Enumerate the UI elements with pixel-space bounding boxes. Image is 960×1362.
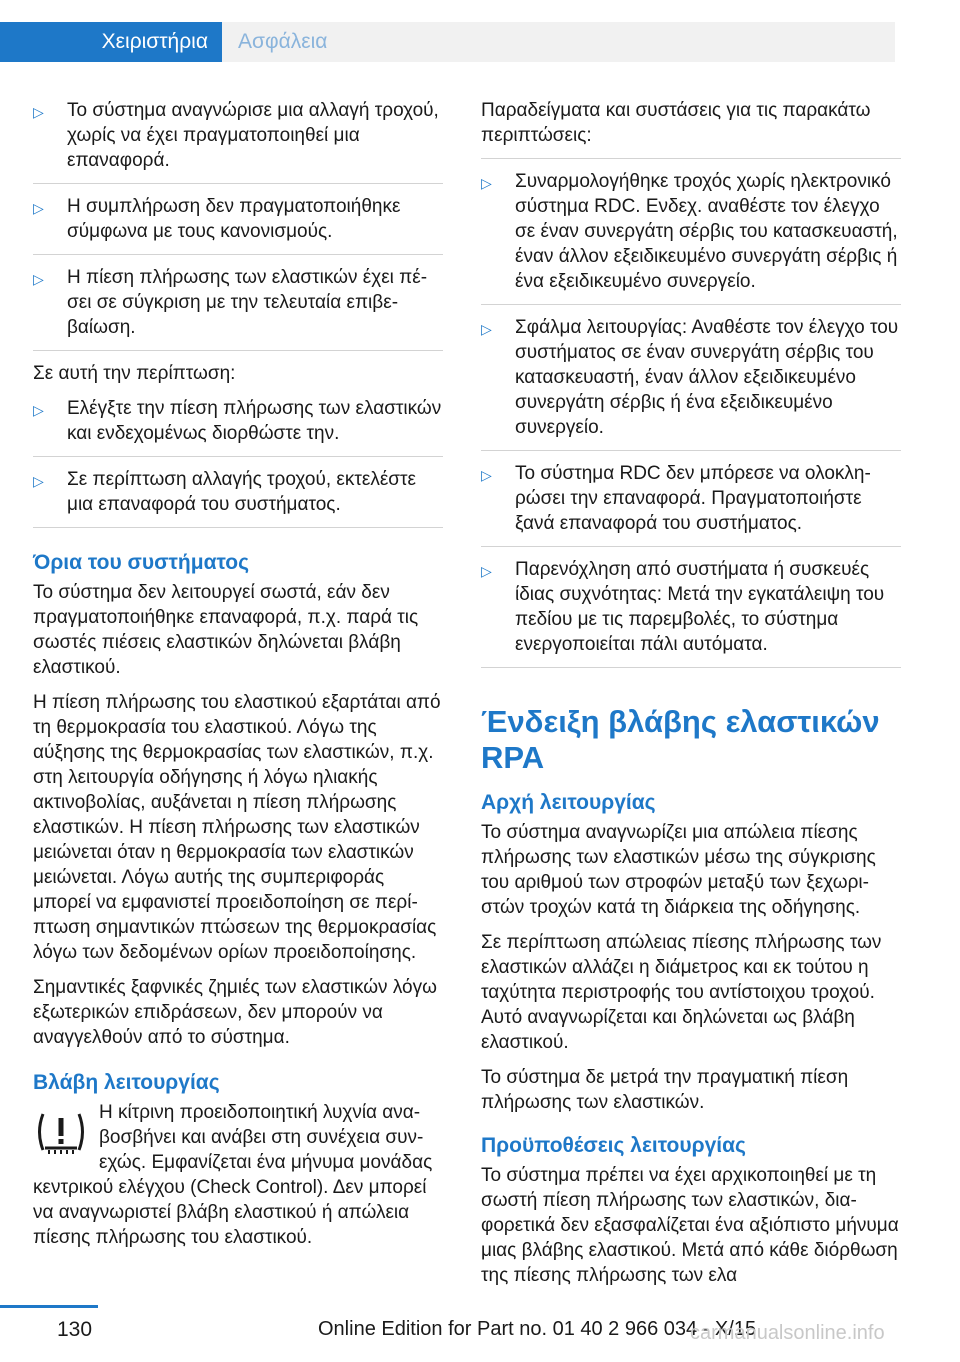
watermark: carmanualsonline.info [690,1322,885,1344]
case-text: Σε αυτή την περίπτωση: [33,363,236,384]
fault-heading: Βλάβη λειτουργίας [33,1071,220,1094]
reset-conditions-list [33,98,443,351]
right-column [481,98,901,1298]
triangle-bullet-icon: ▷ [481,563,492,579]
list-item [33,467,443,528]
principle-paragraph-3: Το σύστημα δε μετρά την πραγματική πίεση πλήρωσης των ελαστικών. [481,1067,849,1113]
principle-heading: Αρχή λειτουργίας [481,791,656,814]
triangle-bullet-icon: ▷ [481,175,492,191]
triangle-bullet-icon: ▷ [33,271,44,287]
list-item [481,461,901,547]
limits-heading: Όρια του συστήματος [33,551,250,574]
left-column [33,98,443,1250]
prereq-paragraph-1: Το σύστημα πρέπει να έχει αρχικοποιηθεί με τη σωστή πίεση πλήρωσης των ελαστικών, διαφορετικά δεν εξασφαλίζεται ένα αξιόπιστο μήνυμα μιας βλάβης ελαστικού. Μετά από κάθε διόρθωση της πίεσης πλήρωσης των ελα [481,1165,899,1286]
tab-controls[interactable]: Χειριστήρια [0,22,222,62]
limits-paragraph-1: Το σύστημα δεν λειτουργεί σωστά, εάν δεν πραγματοποιήθηκε επαναφορά, π.χ. παρά τις σωστές πιέσεις ελαστικών δηλώνεται βλάβη ελαστικού. [33,582,419,678]
tire-pressure-warning-icon [33,1104,89,1160]
footer-accent-line [0,1305,98,1308]
list-item [33,194,443,255]
list-item [481,169,901,305]
principle-paragraph-1: Το σύστημα αναγνωρίζει μια απώλεια πίεσης πλήρωσης των ελαστικών μέσω της σύγκρισης του αριθμού των στροφών μεταξύ των ξεχωριστών τροχών κατά τη διάρκεια της οδήγησης. [481,822,876,918]
list-item-text: Σφάλμα λειτουργίας: Αναθέστε τον έλεγχο του συστήματος σε έναν συνεργάτη σέρβις του κατασκευαστή, έναν άλλον εξειδικευμένο συνεργάτη σέρβις ή ένα εξειδικευμένο συνεργείο. [515,317,899,438]
list-item-text: Ελέγξτε την πίεση πλήρωσης των ελαστικών και ενδεχομένως διορθώστε την. [67,398,442,444]
list-item [33,265,443,351]
list-item-text: Το σύστημα αναγνώρισε μια αλλαγή τροχού, χωρίς να έχει πραγματοποιηθεί μια επαναφορά. [67,100,439,171]
rpa-heading: Ένδειξη βλάβης ελαστικών RPA [481,704,880,775]
list-item-text: Συναρμολογήθηκε τροχός χωρίς ηλεκτρονικό σύστημα RDC. Ενδεχ. αναθέστε τον έλεγχο σε έναν συνεργάτη σέρβις του κατασκευαστή, έναν άλλον εξειδικευμένο συνεργάτη σέρβις ή ένα εξειδικευμένο συνεργείο. [515,171,898,292]
list-item-text: Παρενόχληση από συστήματα ή συσκευές ίδιας συχνότητας: Μετά την εγκατάλειψη του πεδίου με τις παρεμβολές, το σύστημα ενεργοποιείται πάλι αυτόματα. [515,559,885,655]
triangle-bullet-icon: ▷ [33,402,44,418]
list-item [481,557,901,668]
triangle-bullet-icon: ▷ [481,467,492,483]
header-bar [0,0,960,62]
fault-section [33,1100,443,1250]
examples-list [481,169,901,668]
list-item-text: Η πίεση πλήρωσης των ελαστικών έχει πέσει σε σύγκριση με την τελευταία επιβεβαίωση. [67,267,428,338]
page-number: 130 [57,1318,93,1341]
fault-text: Η κίτρινη προειδοποιητική λυχνία αναβοσβήνει και ανάβει στη συνέχεια συνεχώς. Εμφανίζεται ένα μήνυμα μονάδας κεντρικού ελέγχου (Check Control). Δεν μπορεί να αναγνωριστεί βλάβη ελαστικού ή απώλεια πίεσης πλήρωσης του ελαστικού. [33,1102,433,1248]
list-item-text: Σε περίπτωση αλλαγής τροχού, εκτελέστε μια επαναφορά του συστήματος. [67,469,417,515]
triangle-bullet-icon: ▷ [33,473,44,489]
list-item-text: Η συμπλήρωση δεν πραγματοποιήθηκε σύμφωνα με τους κανονισμούς. [67,196,401,242]
triangle-bullet-icon: ▷ [33,104,44,120]
examples-intro: Παραδείγματα και συστάσεις για τις παρακάτω περιπτώσεις: [481,98,901,159]
limits-paragraph-3: Σημαντικές ξαφνικές ζημιές των ελαστικών λόγω εξωτερικών επιδράσεων, δεν μπορούν να αναγγελθούν από το σύστημα. [33,977,437,1048]
list-item [481,315,901,451]
list-item-text: Το σύστημα RDC δεν μπόρεσε να ολοκληρώσει την επαναφορά. Πραγματοποιήστε ξανά επαναφορά του συστήματος. [515,463,871,534]
triangle-bullet-icon: ▷ [33,200,44,216]
principle-paragraph-2: Σε περίπτωση απώλειας πίεσης πλήρωσης των ελαστικών αλλάζει η διάμετρος και εκ τούτου η ταχύτητα περιστροφής του αντίστοιχου τροχού. Αυτό αναγνωρίζεται και δηλώνεται ως βλάβη ελαστικού. [481,932,882,1053]
list-item [33,396,443,457]
online-edition-text: Online Edition for Part no. 01 40 2 966 034 - X/15 [318,1318,757,1340]
action-list [33,396,443,528]
triangle-bullet-icon: ▷ [481,321,492,337]
limits-paragraph-2: Η πίεση πλήρωσης του ελαστικού εξαρτάται από τη θερμοκρασία του ελαστικού. Λόγω της αύξησης της θερμοκρασίας των ελαστικών, π.χ. στη λειτουργία οδήγησης ή λόγω ηλιακής ακτινοβολίας, αυξάνεται η πίεση πλήρωσης ελαστικών. Η πίεση πλήρωσης των ελαστικών μειώνεται όταν η θερμοκρασία των ελαστικών μειώνεται. Λόγω αυτής της συμπεριφοράς μπορεί να εμφανιστεί προειδοποίηση σε περίπτωση σημαντικών πτώσεων της θερμοκρασίας λόγω των δεδομένων ορίων προειδοποίησης. [33,692,441,963]
prereq-heading: Προϋποθέσεις λειτουργίας [481,1134,746,1157]
list-item [33,98,443,184]
tab-safety[interactable]: Ασφάλεια [222,22,895,62]
